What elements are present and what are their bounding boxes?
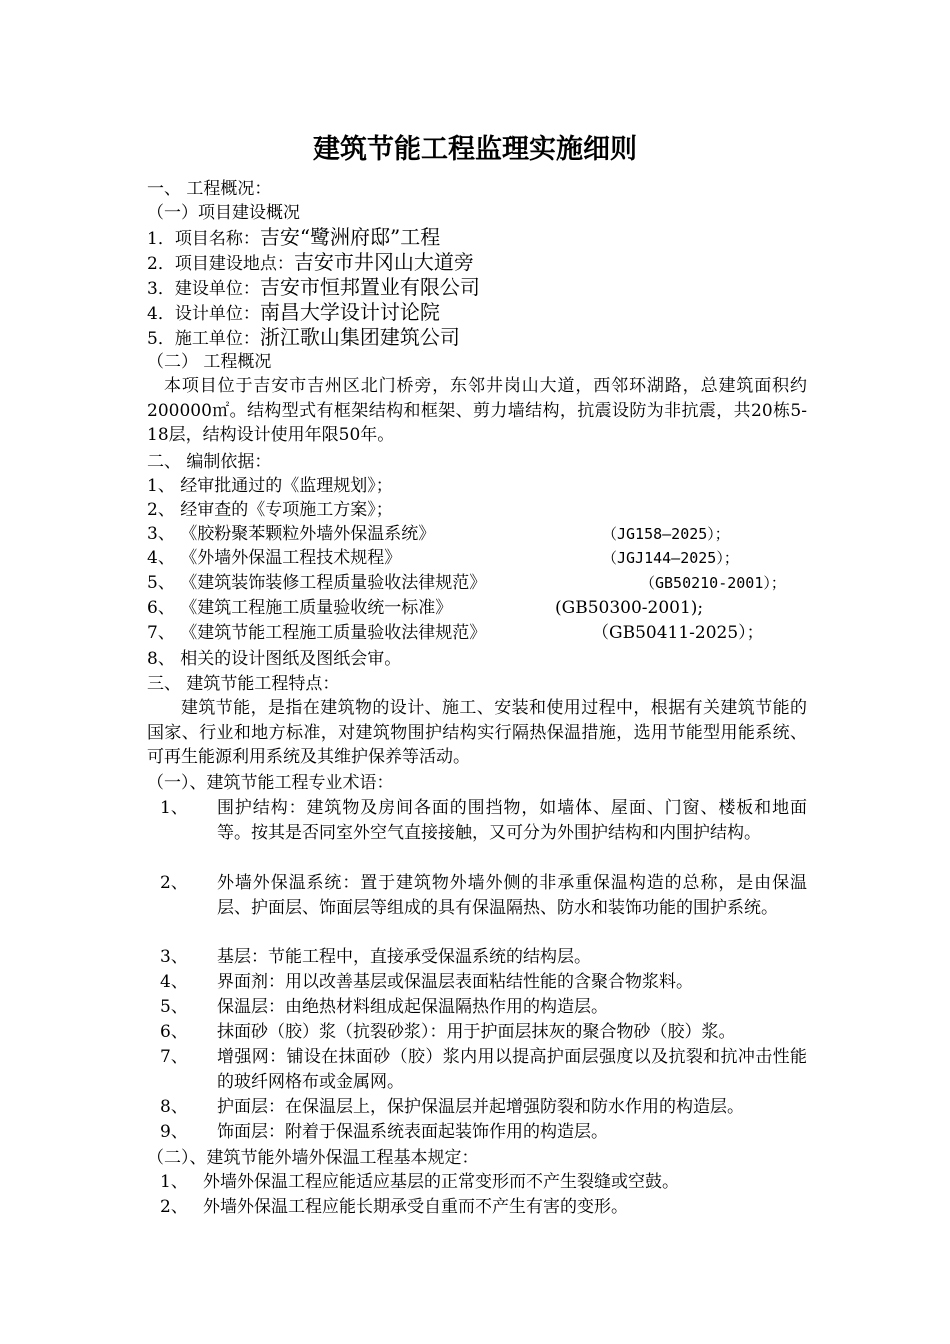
project-item-label: 4．设计单位： [147,304,260,324]
project-item-value: 浙江歌山集团建筑公司 [259,325,460,349]
project-overview: 本项目位于吉安市吉州区北门桥旁，东邻井岗山大道，西邻环湖路，总建筑面积约200000㎡。结构型式有框架结构和框架、剪力墙结构，抗震设防为非抗震，共20栋5-18层，结构设计使用年限50年。 [147,376,807,445]
reference-item [147,498,393,522]
project-item [147,275,480,301]
term-item [160,970,810,995]
document-title: 建筑节能工程监理实施细则 [313,134,637,165]
reference-title: 1、 经审批通过的《监理规划》； [147,476,393,496]
term-text: 保温层：由绝热材料组成起保温隔热作用的构造层。 [217,997,608,1017]
term-number: 3、 [160,947,188,967]
term-text: 抹面砂（胶）浆（抗裂砂浆）：用于护面层抹灰的聚合物砂（胶）浆。 [217,1022,736,1042]
project-item-label: 2．项目建设地点： [147,254,294,274]
rule-text: 外墙外保温工程应能适应基层的正常变形而不产生裂缝或空鼓。 [203,1172,679,1192]
reference-code: （JGJ144—2025）； [602,549,739,567]
section-1-sub-1: （一）项目建设概况 [147,203,300,223]
project-item-value: 吉安“鹭洲府邸”工程 [259,225,441,249]
reference-title: 8、 相关的设计图纸及图纸会审。 [147,649,402,669]
section-3-heading: 三、 建筑节能工程特点： [147,674,340,694]
rule-text: 外墙外保温工程应能长期承受自重而不产生有害的变形。 [203,1197,628,1217]
term-text: 外墙外保温系统：置于建筑物外墙外侧的非承重保温构造的总称，是由保温层、护面层、饰面层等组成的具有保温隔热、防水和装饰功能的围护系统。 [217,873,807,918]
section-3-intro: 建筑节能，是指在建筑物的设计、施工、安装和使用过程中，根据有关建筑节能的国家、行业和地方标准，对建筑物围护结构实行隔热保温措施，选用节能型用能系统、可再生能源利用系统及其维护保养等活动。 [147,698,807,767]
term-item [160,945,810,970]
term-number: 4、 [160,972,188,992]
term-number: 7、 [160,1047,188,1067]
project-item-label: 5．施工单位： [147,329,260,349]
term-text: 围护结构：建筑物及房间各面的围挡物，如墙体、屋面、门窗、楼板和地面等。按其是否同室外空气直接接触，又可分为外围护结构和内围护结构。 [217,798,807,843]
term-item [160,995,810,1020]
project-item [147,325,460,351]
reference-item [147,647,401,671]
term-item [160,796,810,870]
project-item [147,300,440,326]
project-item [147,225,440,251]
project-item-value: 南昌大学设计讨论院 [259,300,440,324]
rule-item [160,1195,810,1220]
reference-item [147,596,847,620]
section-3-sub-1: （一）、建筑节能工程专业术语： [147,773,394,793]
section-1-heading: 一、 工程概况： [147,179,272,199]
section-2-heading: 二、 编制依据： [147,452,272,472]
reference-code: （JG158—2025）； [602,525,730,543]
term-text: 护面层：在保温层上，保护保温层并起增强防裂和防水作用的构造层。 [217,1097,744,1117]
reference-title: 4、 《外墙外保温工程技术规程》 [147,548,402,568]
term-item [160,1120,810,1145]
reference-title: 2、 经审查的《专项施工方案》； [147,500,393,520]
rule-number: 2、 [160,1197,188,1217]
term-item [160,1045,810,1095]
reference-item [147,474,393,498]
term-item [160,1020,810,1045]
term-item [160,1095,810,1120]
reference-item [147,571,847,595]
reference-title: 7、 《建筑节能工程施工质量验收法律规范》 [147,623,487,643]
rule-number: 1、 [160,1172,188,1192]
reference-item [147,522,847,546]
reference-title: 5、 《建筑装饰装修工程质量验收法律规范》 [147,573,487,593]
rule-item [160,1170,810,1195]
term-number: 5、 [160,997,188,1017]
reference-title: 6、 《建筑工程施工质量验收统一标准》 [147,598,453,618]
reference-item [147,621,847,645]
reference-code: （GB50411-2025）； [592,623,764,643]
term-number: 1、 [160,798,188,818]
term-number: 2、 [160,873,188,893]
section-3-sub-2: （二）、建筑节能外墙外保温工程基本规定： [147,1148,479,1168]
term-text: 基层：节能工程中，直接承受保温系统的结构层。 [217,947,591,967]
term-number: 8、 [160,1097,188,1117]
term-text: 界面剂：用以改善基层或保温层表面粘结性能的含聚合物浆料。 [217,972,693,992]
project-item [147,250,474,276]
reference-item [147,546,847,570]
reference-code: (GB50300-2001); [555,598,704,618]
term-item [160,871,810,945]
term-number: 6、 [160,1022,188,1042]
project-item-value: 吉安市恒邦置业有限公司 [259,275,480,299]
project-item-value: 吉安市井冈山大道旁 [293,250,474,274]
project-item-label: 1．项目名称： [147,229,260,249]
reference-title: 3、 《胶粉聚苯颗粒外墙外保温系统》 [147,524,436,544]
reference-code: （GB50210-2001）； [640,574,786,592]
term-number: 9、 [160,1122,188,1142]
section-1-sub-2: （二） 工程概况 [147,352,272,372]
term-text: 增强网：铺设在抹面砂（胶）浆内用以提高护面层强度以及抗裂和抗冲击性能的玻纤网格布或金属网。 [217,1047,807,1092]
project-item-label: 3．建设单位： [147,279,260,299]
term-text: 饰面层：附着于保温系统表面起装饰作用的构造层。 [217,1122,608,1142]
